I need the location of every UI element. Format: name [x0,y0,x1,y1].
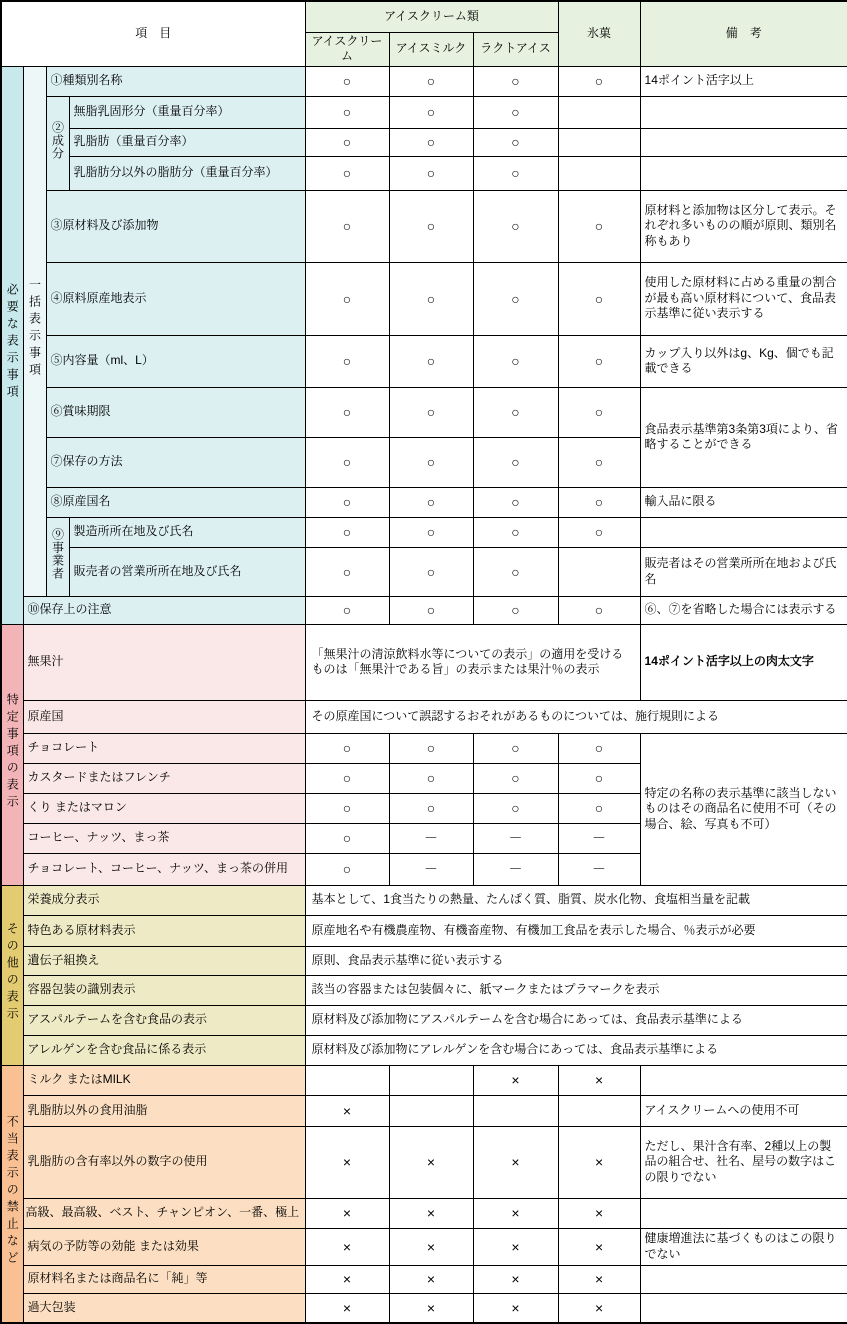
row-label: ④原料原産地表示 [46,262,305,335]
mark-cell: ○ [473,596,558,624]
mark-cell: ○ [558,387,640,437]
mark-cell: ○ [305,387,389,437]
mark-cell [558,156,640,190]
table-row [1,1198,847,1228]
table-row [1,1095,847,1126]
row-label: アスパルテームを含む食品の表示 [23,1005,305,1035]
row-label: ⑦保存の方法 [46,437,305,487]
row-label: くり またはマロン [23,793,305,823]
mark-cell: × [558,1126,640,1198]
row-label: ミルク またはMILK [23,1065,305,1095]
row-label: カスタードまたはフレンチ [23,763,305,793]
table-row [1,1005,847,1035]
value-text-cell: 該当の容器または包装個々に、紙マークまたはプラマークを表示 [305,975,847,1005]
mark-cell: ○ [473,335,558,387]
table-row [1,128,847,156]
mark-cell: × [473,1293,558,1323]
mark-cell: × [558,1065,640,1095]
value-text-cell: 原則、食品表示基準に従い表示する [305,946,847,975]
mark-cell [558,547,640,596]
mark-cell: × [389,1126,473,1198]
mark-cell: ○ [473,547,558,596]
mark-cell: ○ [473,437,558,487]
mark-cell: × [305,1095,389,1126]
mark-cell: ○ [389,596,473,624]
mark-cell: ○ [473,190,558,262]
mark-cell [473,1095,558,1126]
mark-cell: × [558,1293,640,1323]
remark-cell: ただし、果汁含有率、2種以上の製品の組合せ、社名、屋号の数字はこの限りでない [640,1126,847,1198]
mark-cell: － [389,823,473,853]
row-label: 高級、最高級、ベスト、チャンピオン、一番、極上 [23,1198,305,1228]
section-label-other: その他の表示 [1,885,23,1065]
row-label: 過大包装 [23,1293,305,1323]
remark-cell [640,517,847,547]
remark-cell [640,1065,847,1095]
row-label: ⑥賞味期限 [46,387,305,437]
mark-cell: － [473,853,558,885]
row-label: 乳脂肪の含有率以外の数字の使用 [23,1126,305,1198]
row-label: 製造所所在地及び氏名 [69,517,305,547]
mark-cell: ○ [305,763,389,793]
mark-cell: ○ [389,66,473,96]
row-label: 乳脂肪以外の食用油脂 [23,1095,305,1126]
mark-cell: ○ [558,596,640,624]
row-label: 乳脂肪（重量百分率） [69,128,305,156]
table-row [1,1065,847,1095]
mark-cell: ○ [305,156,389,190]
mark-cell: ○ [389,437,473,487]
remark-cell: カップ入り以外はg、Kg、個でも記載できる [640,335,847,387]
mark-cell: ○ [558,437,640,487]
mark-cell: × [389,1293,473,1323]
mark-cell: ○ [473,487,558,517]
mark-cell: ○ [389,487,473,517]
mark-cell [389,1065,473,1095]
row-label: 栄養成分表示 [23,885,305,915]
mark-cell: ○ [305,517,389,547]
mark-cell: × [473,1228,558,1265]
mark-cell [558,96,640,128]
mark-cell: ○ [305,596,389,624]
table-row [1,1126,847,1198]
remark-cell [640,128,847,156]
mark-cell: × [305,1293,389,1323]
table-row [1,156,847,190]
remark-cell: アイスクリームへの使用不可 [640,1095,847,1126]
remark-cell [640,1265,847,1293]
table-row [1,335,847,387]
remark-cell: 販売者はその営業所所在地および氏名 [640,547,847,596]
row-label: 原産国 [23,700,305,733]
mark-cell: ○ [389,763,473,793]
mark-cell: × [305,1126,389,1198]
mark-cell: ○ [305,128,389,156]
table-row [1,262,847,335]
mark-cell: × [389,1265,473,1293]
value-text-cell: 原材料及び添加物にアスパルテームを含む場合にあっては、食品表示基準による [305,1005,847,1035]
remark-cell [640,1198,847,1228]
mark-cell: － [473,823,558,853]
table-row [1,1035,847,1065]
table-row [1,1265,847,1293]
mark-cell: ○ [305,733,389,763]
mark-cell: ○ [389,262,473,335]
row-label: ⑤内容量（ml、L） [46,335,305,387]
remark-cell: 輸入品に限る [640,487,847,517]
row-label: チョコレート、コーヒー、ナッツ、まっ茶の併用 [23,853,305,885]
mark-cell: ○ [558,793,640,823]
mark-cell: ○ [389,733,473,763]
mark-cell [558,1095,640,1126]
column-header-icecream: アイスクリーム [305,32,389,66]
remark-cell: 14ポイント活字以上 [640,66,847,96]
mark-cell: ○ [389,96,473,128]
section-label-required: 必要な表示事項 [1,66,23,624]
mark-cell [305,1065,389,1095]
mark-cell: × [389,1198,473,1228]
mark-cell: × [473,1126,558,1198]
mark-cell: × [305,1198,389,1228]
mark-cell: × [558,1198,640,1228]
value-text-cell: 基本として、1食当たりの熱量、たんぱく質、脂質、炭水化物、食塩相当量を記載 [305,885,847,915]
group-label-jigyosha: ⑨事業者 [46,517,69,596]
column-header-item: 項 目 [1,1,305,66]
remark-cell: 使用した原材料に占める重量の割合が最も高い原材料について、食品表示基準に従い表示する [640,262,847,335]
table-row [1,1293,847,1323]
remark-cell [640,96,847,128]
mark-cell: ○ [558,733,640,763]
mark-cell: ○ [473,96,558,128]
mark-cell: ○ [305,487,389,517]
value-text-cell: その原産国について誤認するおそれがあるものについては、施行規則による [305,700,847,733]
mark-cell: ○ [473,763,558,793]
mark-cell [389,1095,473,1126]
mark-cell [558,128,640,156]
row-label: 病気の予防等の効能 または効果 [23,1228,305,1265]
row-label: ⑧原産国名 [46,487,305,517]
table-row [1,547,847,596]
mark-cell: ○ [473,66,558,96]
mark-cell: ○ [473,387,558,437]
mark-cell: × [473,1198,558,1228]
table-row [1,915,847,946]
row-label: 遺伝子組換え [23,946,305,975]
remark-cell: ⑥、⑦を省略した場合には表示する [640,596,847,624]
row-label: チョコレート [23,733,305,763]
remark-cell: 健康増進法に基づくものはこの限りでない [640,1228,847,1265]
column-header-lactoice: ラクトアイス [473,32,558,66]
table-row [1,975,847,1005]
mark-cell: － [558,823,640,853]
section-label-specific: 特定事項の表示 [1,624,23,885]
mark-cell: × [473,1065,558,1095]
mark-cell: ○ [305,66,389,96]
table-row [1,96,847,128]
column-header-icecream-group: アイスクリーム類 [305,1,558,32]
mark-cell: ○ [305,437,389,487]
mark-cell: ○ [558,517,640,547]
table-row [1,387,847,437]
mark-cell: × [558,1228,640,1265]
mark-cell: × [305,1265,389,1293]
mark-cell: ○ [558,66,640,96]
table-row [1,885,847,915]
value-text-cell: 原産地名や有機農産物、有機畜産物、有機加工食品を表示した場合、％表示が必要 [305,915,847,946]
remark-cell: 原材料と添加物は区分して表示。それぞれ多いものの順が原則、類別名称もあり [640,190,847,262]
mark-cell: ○ [558,262,640,335]
table-row [1,733,847,763]
table-row [1,517,847,547]
header-row-1 [1,1,847,32]
remark-cell: 特定の名称の表示基準に該当しないものはその商品名に使用不可（その場合、絵、写真も不可） [640,733,847,885]
section-label-ikkatsu: 一括表示事項 [23,66,46,596]
mark-cell: ○ [389,335,473,387]
remark-cell: 14ポイント活字以上の肉太文字 [640,624,847,700]
mark-cell: ○ [473,262,558,335]
mark-cell: ○ [305,335,389,387]
mark-cell: ○ [558,335,640,387]
mark-cell: ○ [389,190,473,262]
row-label: 無脂乳固形分（重量百分率） [69,96,305,128]
row-label: 容器包装の識別表示 [23,975,305,1005]
mark-cell: ○ [389,793,473,823]
row-label: コーヒー、ナッツ、まっ茶 [23,823,305,853]
remark-cell: 食品表示基準第3条第3項により、省略することができる [640,387,847,487]
row-label: 特色ある原材料表示 [23,915,305,946]
mark-cell: ○ [473,733,558,763]
mark-cell: ○ [558,763,640,793]
mark-cell: ○ [473,793,558,823]
mark-cell: ○ [473,156,558,190]
remark-cell [640,156,847,190]
table-row [1,66,847,96]
mark-cell: × [558,1265,640,1293]
table-row [1,624,847,700]
table-row [1,700,847,733]
section-label-prohibited: 不当表示の禁止など [1,1065,23,1323]
mark-cell: ○ [389,387,473,437]
mark-cell: ○ [473,128,558,156]
row-label: ③原材料及び添加物 [46,190,305,262]
mark-cell: ○ [389,517,473,547]
row-label: 乳脂肪分以外の脂肪分（重量百分率） [69,156,305,190]
mark-cell: － [558,853,640,885]
remark-cell [640,1293,847,1323]
mark-cell: × [473,1265,558,1293]
mark-cell: × [305,1228,389,1265]
mark-cell: ○ [558,190,640,262]
table-row [1,946,847,975]
row-label: ⑩保存上の注意 [23,596,305,624]
group-label-seibun: ②成分 [46,96,69,190]
mark-cell: ○ [305,793,389,823]
mark-cell: × [389,1228,473,1265]
row-label: 無果汁 [23,624,305,700]
table-row [1,190,847,262]
mark-cell: ○ [305,547,389,596]
mark-cell: ○ [305,96,389,128]
mark-cell: ○ [473,517,558,547]
mark-cell: ○ [389,128,473,156]
mark-cell: ○ [389,156,473,190]
mark-cell: ○ [305,853,389,885]
column-header-remarks: 備 考 [640,1,847,66]
table-row [1,487,847,517]
mark-cell: ○ [389,547,473,596]
mark-cell: ○ [305,190,389,262]
row-label: アレルゲンを含む食品に係る表示 [23,1035,305,1065]
value-text-cell: 原材料及び添加物にアレルゲンを含む場合にあっては、食品表示基準による [305,1035,847,1065]
mark-cell: ○ [305,823,389,853]
column-header-hyoka: 氷菓 [558,1,640,66]
row-label: 原材料名または商品名に「純」等 [23,1265,305,1293]
row-label: ①種類別名称 [46,66,305,96]
mark-cell: ○ [305,262,389,335]
mark-cell: － [389,853,473,885]
value-text-cell: 「無果汁の清涼飲料水等についての表示」の適用を受けるものは「無果汁である旨」の表示または果汁％の表示 [305,624,640,700]
column-header-icemilk: アイスミルク [389,32,473,66]
table-row [1,596,847,624]
row-label: 販売者の営業所所在地及び氏名 [69,547,305,596]
mark-cell: ○ [558,487,640,517]
table-row [1,1228,847,1265]
